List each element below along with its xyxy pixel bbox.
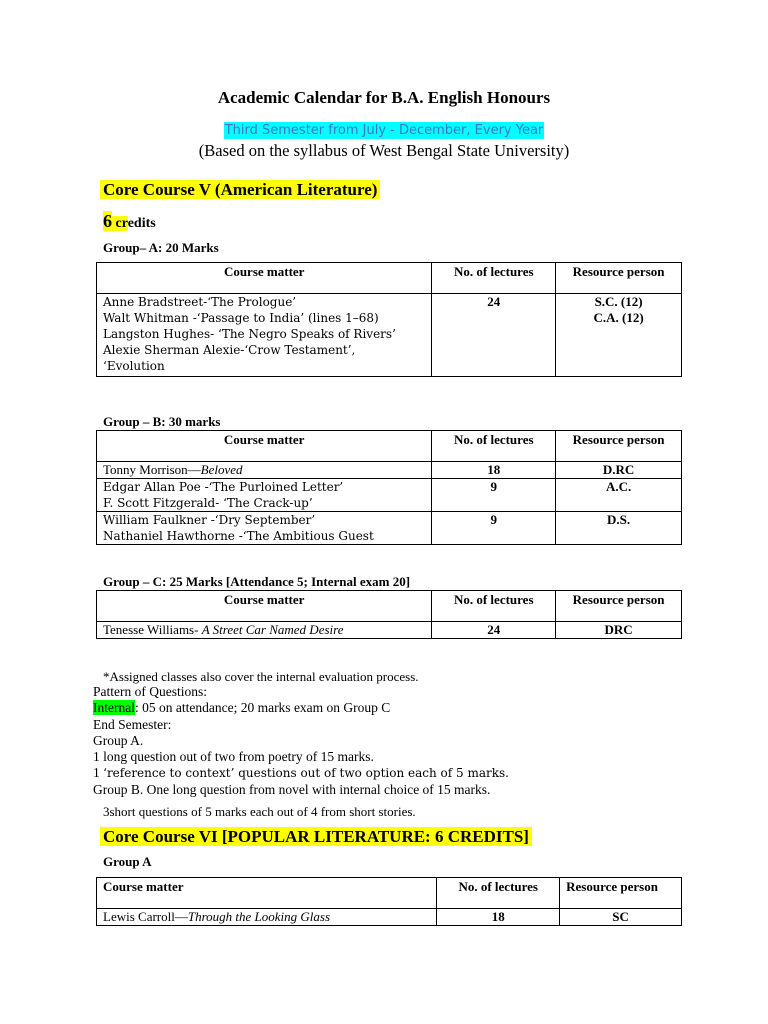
course6-heading: [100, 827, 532, 847]
header-course-matter: Course matter: [97, 263, 432, 294]
internal-highlight: Internal: [93, 700, 135, 716]
work-title: Through the Looking Glass: [187, 909, 331, 924]
header-resource: Resource person: [560, 878, 682, 909]
syllabus-note: (Based on the syllabus of West Bengal State University): [198, 141, 570, 160]
table-header-row: [97, 263, 682, 294]
text-line: Edgar Allan Poe -‘The Purloined Letter’: [103, 480, 344, 494]
author-text: Lewis Carroll—: [103, 909, 188, 924]
lectures-cell: 9: [432, 479, 556, 512]
course5-heading-text: Core Course V (American Literature): [100, 180, 380, 199]
groupA-table: [96, 262, 682, 377]
table-header-row: [97, 878, 682, 909]
resource-cell: [556, 294, 682, 377]
table-header-row: [97, 431, 682, 462]
table-row: [97, 294, 682, 377]
header-course-matter: Course matter: [97, 431, 432, 462]
question-pattern: [93, 684, 509, 798]
internal-rest: : 05 on attendance; 20 marks exam on Group C: [134, 700, 391, 716]
pattern-line: 1 long question out of two from poetry of 15 marks.: [93, 749, 374, 765]
header-course-matter: Course matter: [97, 591, 432, 622]
credits-rest: edits: [127, 216, 156, 231]
header-resource: Resource person: [556, 591, 682, 622]
table-header-row: [97, 591, 682, 622]
header-lectures: No. of lectures: [432, 263, 556, 294]
course-matter-cell: [97, 462, 432, 479]
resource-line: C.A. (12): [593, 310, 644, 325]
header-lectures: No. of lectures: [437, 878, 560, 909]
author-text: Tenesse Williams-: [103, 622, 202, 637]
text-line: ‘Evolution: [103, 359, 165, 373]
text-line: Alexie Sherman Alexie-‘Crow Testament’,: [103, 343, 356, 357]
text-line: William Faulkner -‘Dry September’: [103, 513, 316, 527]
course6-table: [96, 877, 682, 926]
pattern-line: [93, 765, 509, 781]
page-title: Academic Calendar for B.A. English Honours: [217, 88, 551, 107]
table-row: [97, 622, 682, 639]
course6-heading-text: Core Course VI [POPULAR LITERATURE: 6 CREDITS]: [100, 827, 532, 846]
lectures-cell: 24: [432, 294, 556, 377]
course-matter-cell: [97, 512, 432, 545]
course-matter-cell: [97, 622, 432, 639]
resource-cell: D.S.: [556, 512, 682, 545]
lectures-cell: 18: [432, 462, 556, 479]
pattern-end-semester: End Semester:: [93, 716, 172, 732]
groupB-table: [96, 430, 682, 545]
table-row: [97, 512, 682, 545]
semester-line: [0, 121, 768, 139]
resource-cell: DRC: [556, 622, 682, 639]
pattern-line: 3short questions of 5 marks each out of 4 from short stories.: [103, 804, 416, 819]
resource-cell: A.C.: [556, 479, 682, 512]
header-resource: Resource person: [556, 431, 682, 462]
resource-line: S.C. (12): [594, 294, 643, 309]
pattern-internal: [93, 700, 509, 716]
lectures-cell: 9: [432, 512, 556, 545]
groupC-label: Group – C: 25 Marks [Attendance 5; Internal exam 20]: [103, 574, 411, 589]
work-title: Beloved: [200, 462, 243, 477]
lectures-cell: 18: [437, 909, 560, 926]
course5-heading: [100, 180, 380, 200]
text-line: F. Scott Fitzgerald- ‘The Crack-up’: [103, 496, 313, 510]
course5-credits: [103, 211, 156, 232]
credits-number: 6: [103, 211, 112, 231]
groupA-label: Group– A: 20 Marks: [103, 240, 219, 255]
groupC-table: [96, 590, 682, 639]
pattern-prefix: 1: [93, 765, 104, 781]
course-matter-cell: [97, 294, 432, 377]
work-title: A Street Car Named Desire: [201, 622, 344, 637]
credits-highlighted: cr: [112, 216, 128, 231]
lectures-cell: 24: [432, 622, 556, 639]
groupB-label: Group – B: 30 marks: [103, 414, 221, 429]
table-row: [97, 462, 682, 479]
course-matter-cell: [97, 479, 432, 512]
course-matter-cell: [97, 909, 437, 926]
resource-cell: D.RC: [556, 462, 682, 479]
header-resource: Resource person: [556, 263, 682, 294]
table-row: [97, 909, 682, 926]
author-text: Tonny Morrison—: [103, 462, 201, 477]
header-course-matter: Course matter: [97, 878, 437, 909]
pattern-group-a: Group A.: [93, 732, 144, 748]
text-line: Nathaniel Hawthorne -‘The Ambitious Guest: [103, 529, 374, 543]
table-row: [97, 479, 682, 512]
resource-cell: SC: [560, 909, 682, 926]
pattern-title: Pattern of Questions:: [93, 684, 207, 699]
text-line: Langston Hughes- ‘The Negro Speaks of Rivers’: [103, 327, 396, 341]
pattern-line: Group B. One long question from novel with internal choice of 15 marks.: [93, 781, 491, 797]
header-lectures: No. of lectures: [432, 591, 556, 622]
semester-highlight: Third Semester from July - December, Every Year: [224, 123, 544, 138]
assigned-classes-note: *Assigned classes also cover the internal evaluation process.: [103, 669, 419, 684]
header-lectures: No. of lectures: [432, 431, 556, 462]
pattern-rest: ‘reference to context’ questions out of two option each of 5 marks.: [103, 766, 509, 781]
text-line: Walt Whitman -‘Passage to India’ (lines 1–68): [103, 311, 379, 325]
course6-group-label: Group A: [103, 854, 152, 869]
text-line: Anne Bradstreet-‘The Prologue’: [103, 295, 297, 309]
